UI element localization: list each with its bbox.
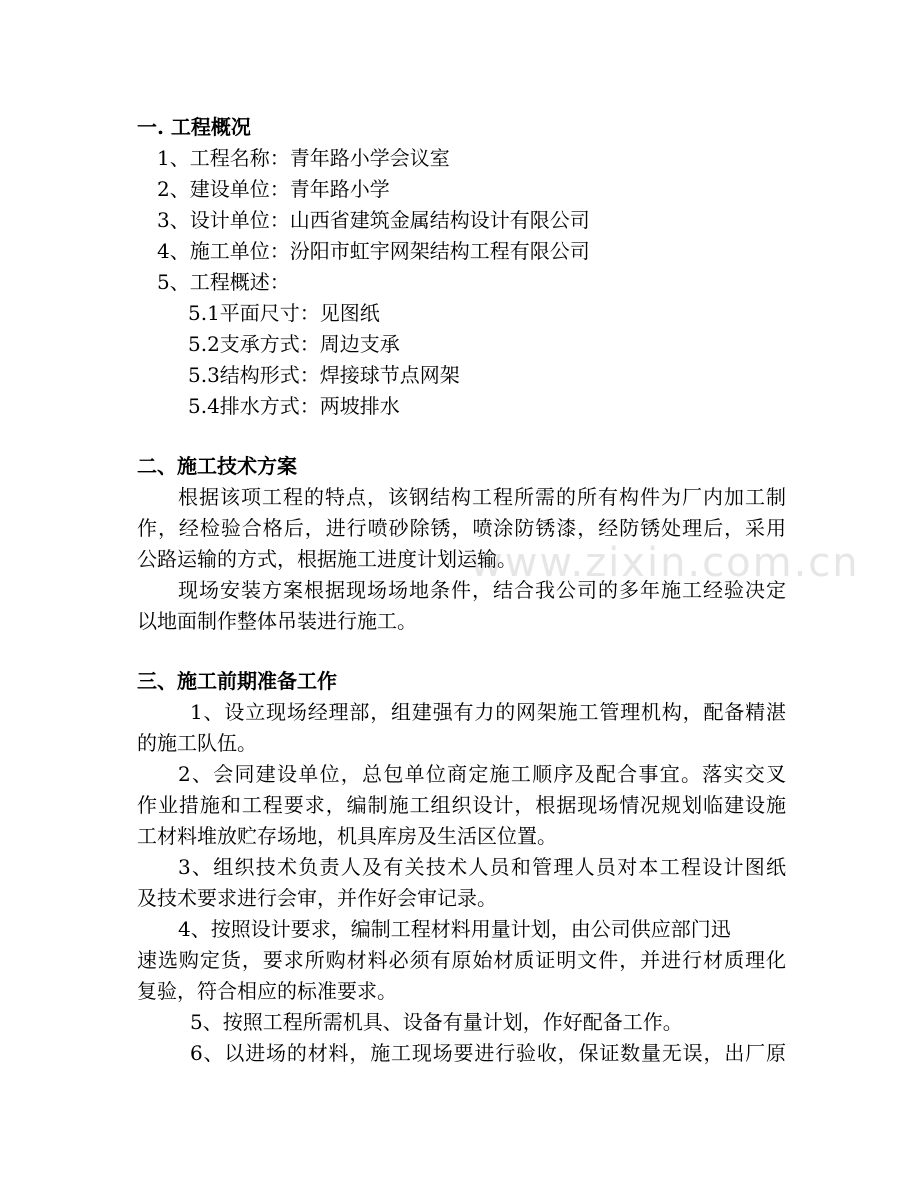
- watermark: www.zixin.com.cn: [470, 540, 860, 586]
- paragraph-line: 1、设立现场经理部，组建强有力的网架施工管理机构，配备精湛: [190, 700, 786, 724]
- list-subitem: 5.2支承方式：周边支承: [188, 332, 400, 356]
- list-item: 1、工程名称：青年路小学会议室: [157, 146, 450, 170]
- paragraph-line: 的施工队伍。: [137, 731, 257, 755]
- section-heading-overview: 一. 工程概况: [137, 115, 251, 139]
- list-item: 4、施工单位：汾阳市虹宇网架结构工程有限公司: [157, 239, 590, 263]
- paragraph-line: 公路运输的方式，根据施工进度计划运输。: [137, 547, 517, 571]
- list-item: 3、设计单位：山西省建筑金属结构设计有限公司: [157, 208, 590, 232]
- list-item: 5、工程概述：: [157, 270, 290, 294]
- section-heading-technical-plan: 二、施工技术方案: [137, 454, 297, 478]
- paragraph-line: 以地面制作整体吊装进行施工。: [137, 609, 417, 633]
- paragraph-line: 工材料堆放贮存场地，机具库房及生活区位置。: [137, 824, 557, 848]
- paragraph-line: 现场安装方案根据现场场地条件，结合我公司的多年施工经验决定: [178, 578, 786, 602]
- paragraph-line: 4、按照设计要求，编制工程材料用量计划，由公司供应部门迅: [178, 917, 731, 941]
- list-subitem: 5.3结构形式：焊接球节点网架: [188, 363, 460, 387]
- paragraph-line: 及技术要求进行会审，并作好会审记录。: [137, 886, 497, 910]
- paragraph-line: 速选购定货，要求所购材料必须有原始材质证明文件，并进行材质理化: [137, 948, 786, 972]
- paragraph-line: 复验，符合相应的标准要求。: [137, 979, 397, 1003]
- list-subitem: 5.4排水方式：两坡排水: [188, 394, 400, 418]
- paragraph-line: 根据该项工程的特点，该钢结构工程所需的所有构件为厂内加工制: [178, 485, 786, 509]
- section-heading-preparation: 三、施工前期准备工作: [137, 669, 337, 693]
- paragraph-line: 5、按照工程所需机具、设备有量计划，作好配备工作。: [190, 1010, 683, 1034]
- paragraph-line: 3、组织技术负责人及有关技术人员和管理人员对本工程设计图纸: [178, 855, 786, 879]
- paragraph-line: 2、会同建设单位，总包单位商定施工顺序及配合事宜。落实交叉: [178, 762, 786, 786]
- paragraph-line: 作业措施和工程要求，编制施工组织设计，根据现场情况规划临建设施: [137, 793, 786, 817]
- list-subitem: 5.1平面尺寸：见图纸: [188, 301, 380, 325]
- paragraph-line: 作，经检验合格后，进行喷砂除锈，喷涂防锈漆，经防锈处理后，采用: [137, 516, 786, 540]
- list-item: 2、建设单位：青年路小学: [157, 177, 390, 201]
- paragraph-line: 6、以进场的材料，施工现场要进行验收，保证数量无误，出厂原: [190, 1041, 786, 1065]
